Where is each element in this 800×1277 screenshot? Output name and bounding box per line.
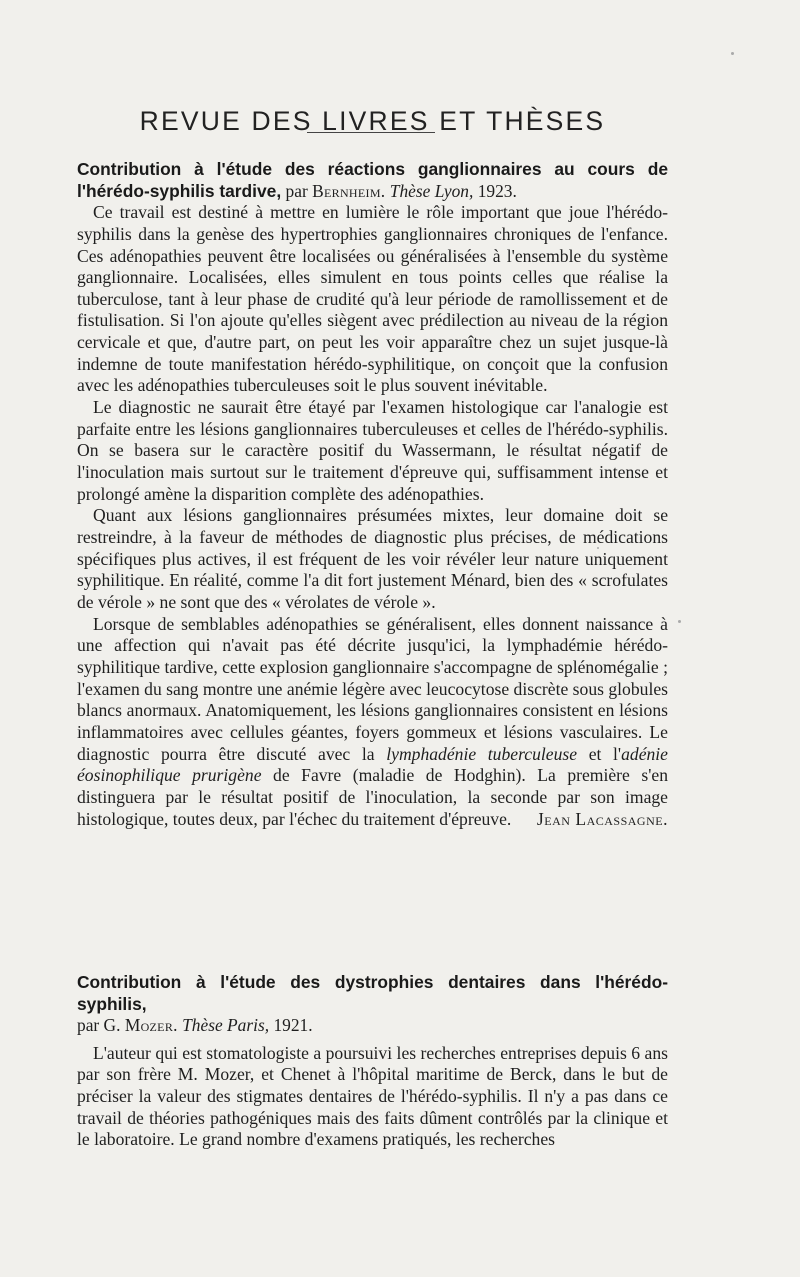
review-2-author: Mozer. xyxy=(124,1015,178,1036)
page-title: REVUE DES LIVRES ET THÈSES xyxy=(139,105,606,136)
review-1-thesis: Thèse Lyon, xyxy=(389,180,474,201)
review-2-thesis: Thèse Paris, xyxy=(182,1015,270,1036)
review-1-p4-emphasis-2: adénie éosinophilique prurigène xyxy=(77,743,668,786)
review-1-paragraph: Le diagnostic ne saurait être étayé par l'examen histologique car l'analogie est parfaite entre les lésions ganglionnaires tuberculeuses et celles de l'hérédo-syphilis. On se basera sur le caractère positif du Wassermann, le résultat négatif de l'inoculation mais surtout sur le traitement d'épreuve qui, suffisamment intense et prolongé amène la disparition complète des adénopathies. xyxy=(77,397,668,504)
review-1-title: Contribution à l'étude des réactions ganglionnaires au cours de l'hérédo-syphilis tardive, xyxy=(77,159,668,201)
paper-speck xyxy=(597,547,599,549)
review-2-title: Contribution à l'étude des dystrophies dentaires dans l'hérédo-syphilis, xyxy=(77,972,668,1014)
review-1-p4-text-a: Lorsque de semblables adénopathies se généralisent, elles donnent naissance à une affection qui n'avait pas été décrite jusqu'ici, la lymphadémie hérédo-syphilitique tardive, cette explosion ganglionnaire s'accompagne de splénomégalie ; l'examen du sang montre une anémie légère avec leucocytose discrète sous globules blancs anormaux. Anatomiquement, les lésions ganglionnaires consistent en lésions inflammatoires avec cellules géantes, foyers gommeux et lésions vasculaires. Le diagnostic pourra être discuté avec la xyxy=(77,613,668,764)
review-2-by: par G. xyxy=(77,1015,121,1036)
review-2 xyxy=(77,972,668,1151)
paper-speck xyxy=(731,52,734,55)
paper-speck xyxy=(678,620,681,623)
review-1-paragraph xyxy=(77,614,668,831)
review-2-heading xyxy=(77,972,668,1037)
review-2-paragraph: L'auteur qui est stomatologiste a poursuivi les recherches entreprises depuis 6 ans par son frère M. Mozer, et Chenet à l'hôpital maritime de Berck, dans le but de préciser la valeur des stigmates dentaires de l'hérédo-syphilis. Il n'y a pas dans ce travail de théories pathogéniques mais des faits dûment contrôlés par la clinique et le laboratoire. Le grand nombre d'examens pratiqués, les recherches xyxy=(77,1042,668,1150)
review-1-year: 1923. xyxy=(477,180,517,201)
review-1 xyxy=(77,159,668,830)
review-1-signature: Jean Lacassagne. xyxy=(536,808,668,829)
review-1-by: par xyxy=(285,180,308,201)
review-1-paragraph: Ce travail est destiné à mettre en lumière le rôle important que joue l'hérédo-syphilis dans la genèse des hypertrophies ganglionnaires chroniques de l'enfance. Ces adénopathies peuvent être localisées ou généralisées à l'ensemble du système ganglionnaire. Localisées, elles simulent en tous points celles que réalise la tuberculose, tant à leur phase de crudité qu'à leur période de ramollissement et de fistulisation. Si l'on ajoute qu'elles siègent avec prédilection au niveau de la région cervicale et que, d'autre part, on peut les voir apparaître chez un sujet jusque-là indemne de toute manifestation hérédo-syphilitique, on conçoit que la confusion avec les adénopathies tuberculeuses soit le plus souvent inévitable. xyxy=(77,202,668,396)
review-1-p4-emphasis-1: lymphadénie tuberculeuse xyxy=(386,743,578,764)
review-1-heading xyxy=(77,159,668,202)
review-2-year: 1921. xyxy=(273,1015,313,1036)
review-1-author: Bernheim. xyxy=(312,180,386,201)
title-rule xyxy=(307,132,435,133)
review-1-p4-text-b: et l' xyxy=(588,743,622,764)
review-1-p4-text-c: de Favre (maladie de Hodghin). La première s'en distinguera par le résultat positif de l'inoculation, la seconde par son image histologique, toutes deux, par l'échec du traitement d'épreuve. xyxy=(77,765,668,829)
review-1-paragraph: Quant aux lésions ganglionnaires présumées mixtes, leur domaine doit se restreindre, à la faveur de méthodes de diagnostic plus précises, de médications spécifiques plus actives, il est fréquent de les voir révéler leur nature uniquement syphilitique. En réalité, comme l'a dit fort justement Ménard, bien des « scrofulates de vérole » ne sont que des « vérolates de vérole ». xyxy=(77,505,668,612)
